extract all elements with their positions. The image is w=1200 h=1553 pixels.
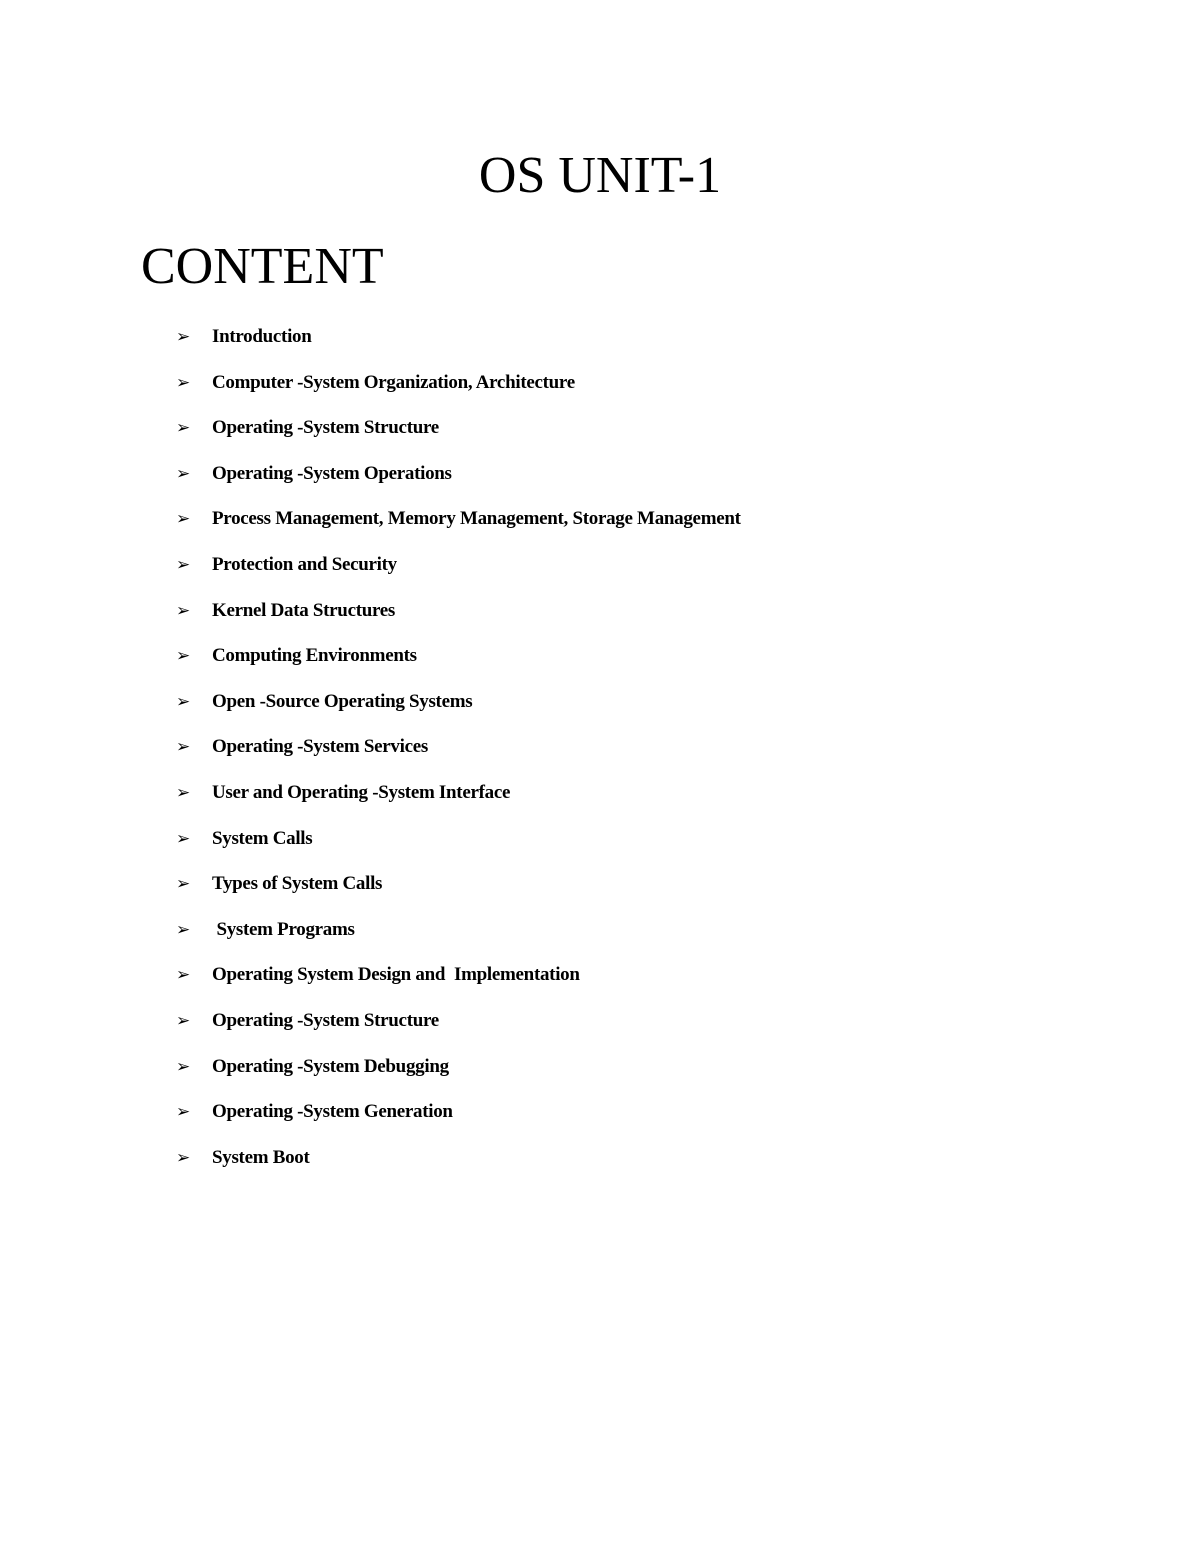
list-item-text: Operating System Design and Implementation	[212, 964, 580, 986]
list-item	[176, 778, 741, 824]
list-item	[176, 1052, 741, 1098]
list-item	[176, 869, 741, 915]
document-title: OS UNIT-1	[478, 147, 722, 204]
arrow-bullet-icon: ➢	[176, 600, 191, 621]
list-item-text: Protection and Security	[212, 553, 397, 575]
list-item-text: System Boot	[212, 1146, 310, 1168]
arrow-bullet-icon: ➢	[176, 691, 191, 712]
list-item	[176, 596, 741, 642]
arrow-bullet-icon: ➢	[176, 554, 191, 575]
arrow-bullet-icon: ➢	[176, 919, 191, 940]
arrow-bullet-icon: ➢	[176, 1147, 191, 1168]
list-item	[176, 641, 741, 687]
list-item	[176, 504, 741, 550]
list-item-text: Introduction	[212, 326, 312, 347]
arrow-bullet-icon: ➢	[176, 874, 191, 895]
list-item-text: System Calls	[212, 827, 313, 849]
list-item	[176, 368, 741, 414]
arrow-bullet-icon: ➢	[176, 1010, 191, 1031]
arrow-bullet-icon: ➢	[176, 509, 191, 530]
section-heading: CONTENT	[141, 238, 384, 295]
arrow-bullet-icon: ➢	[176, 372, 191, 393]
list-item-text: Kernel Data Structures	[212, 599, 396, 621]
list-item-text: Operating -System Structure	[212, 1009, 439, 1031]
list-item	[176, 459, 741, 505]
list-item-text: Operating -System Debugging	[212, 1055, 449, 1077]
list-item-text: User and Operating -System Interface	[212, 781, 511, 803]
list-item	[176, 1006, 741, 1052]
list-item-text: Operating -System Operations	[212, 462, 452, 484]
arrow-bullet-icon: ➢	[176, 463, 191, 484]
list-item	[176, 960, 741, 1006]
arrow-bullet-icon: ➢	[176, 737, 191, 758]
arrow-bullet-icon: ➢	[176, 646, 191, 667]
arrow-bullet-icon: ➢	[176, 418, 191, 439]
list-item-text: Operating -System Generation	[212, 1101, 453, 1123]
list-item-text: Computer -System Organization, Architecture	[212, 371, 575, 393]
arrow-bullet-icon: ➢	[176, 965, 191, 986]
list-item-text: System Programs	[212, 918, 355, 940]
list-item	[176, 1143, 741, 1189]
list-item	[176, 732, 741, 778]
list-item	[176, 1097, 741, 1143]
list-item-text: Process Management, Memory Management, Storage Management	[212, 508, 741, 530]
list-item	[176, 915, 741, 961]
arrow-bullet-icon: ➢	[176, 828, 191, 849]
arrow-bullet-icon: ➢	[176, 782, 191, 803]
list-item-text: Types of System Calls	[212, 873, 383, 895]
list-item	[176, 687, 741, 733]
arrow-bullet-icon: ➢	[176, 1102, 191, 1123]
list-item-text: Operating -System Structure	[212, 417, 439, 439]
list-item	[176, 824, 741, 870]
list-item-text: Open -Source Operating Systems	[212, 690, 473, 712]
list-item	[176, 322, 741, 368]
arrow-bullet-icon: ➢	[176, 1056, 191, 1077]
list-item	[176, 413, 741, 459]
list-item-text: Operating -System Services	[212, 736, 428, 758]
arrow-bullet-icon: ➢	[176, 327, 191, 347]
toc-list	[176, 322, 741, 1188]
list-item	[176, 550, 741, 596]
list-item-text: Computing Environments	[212, 645, 417, 667]
